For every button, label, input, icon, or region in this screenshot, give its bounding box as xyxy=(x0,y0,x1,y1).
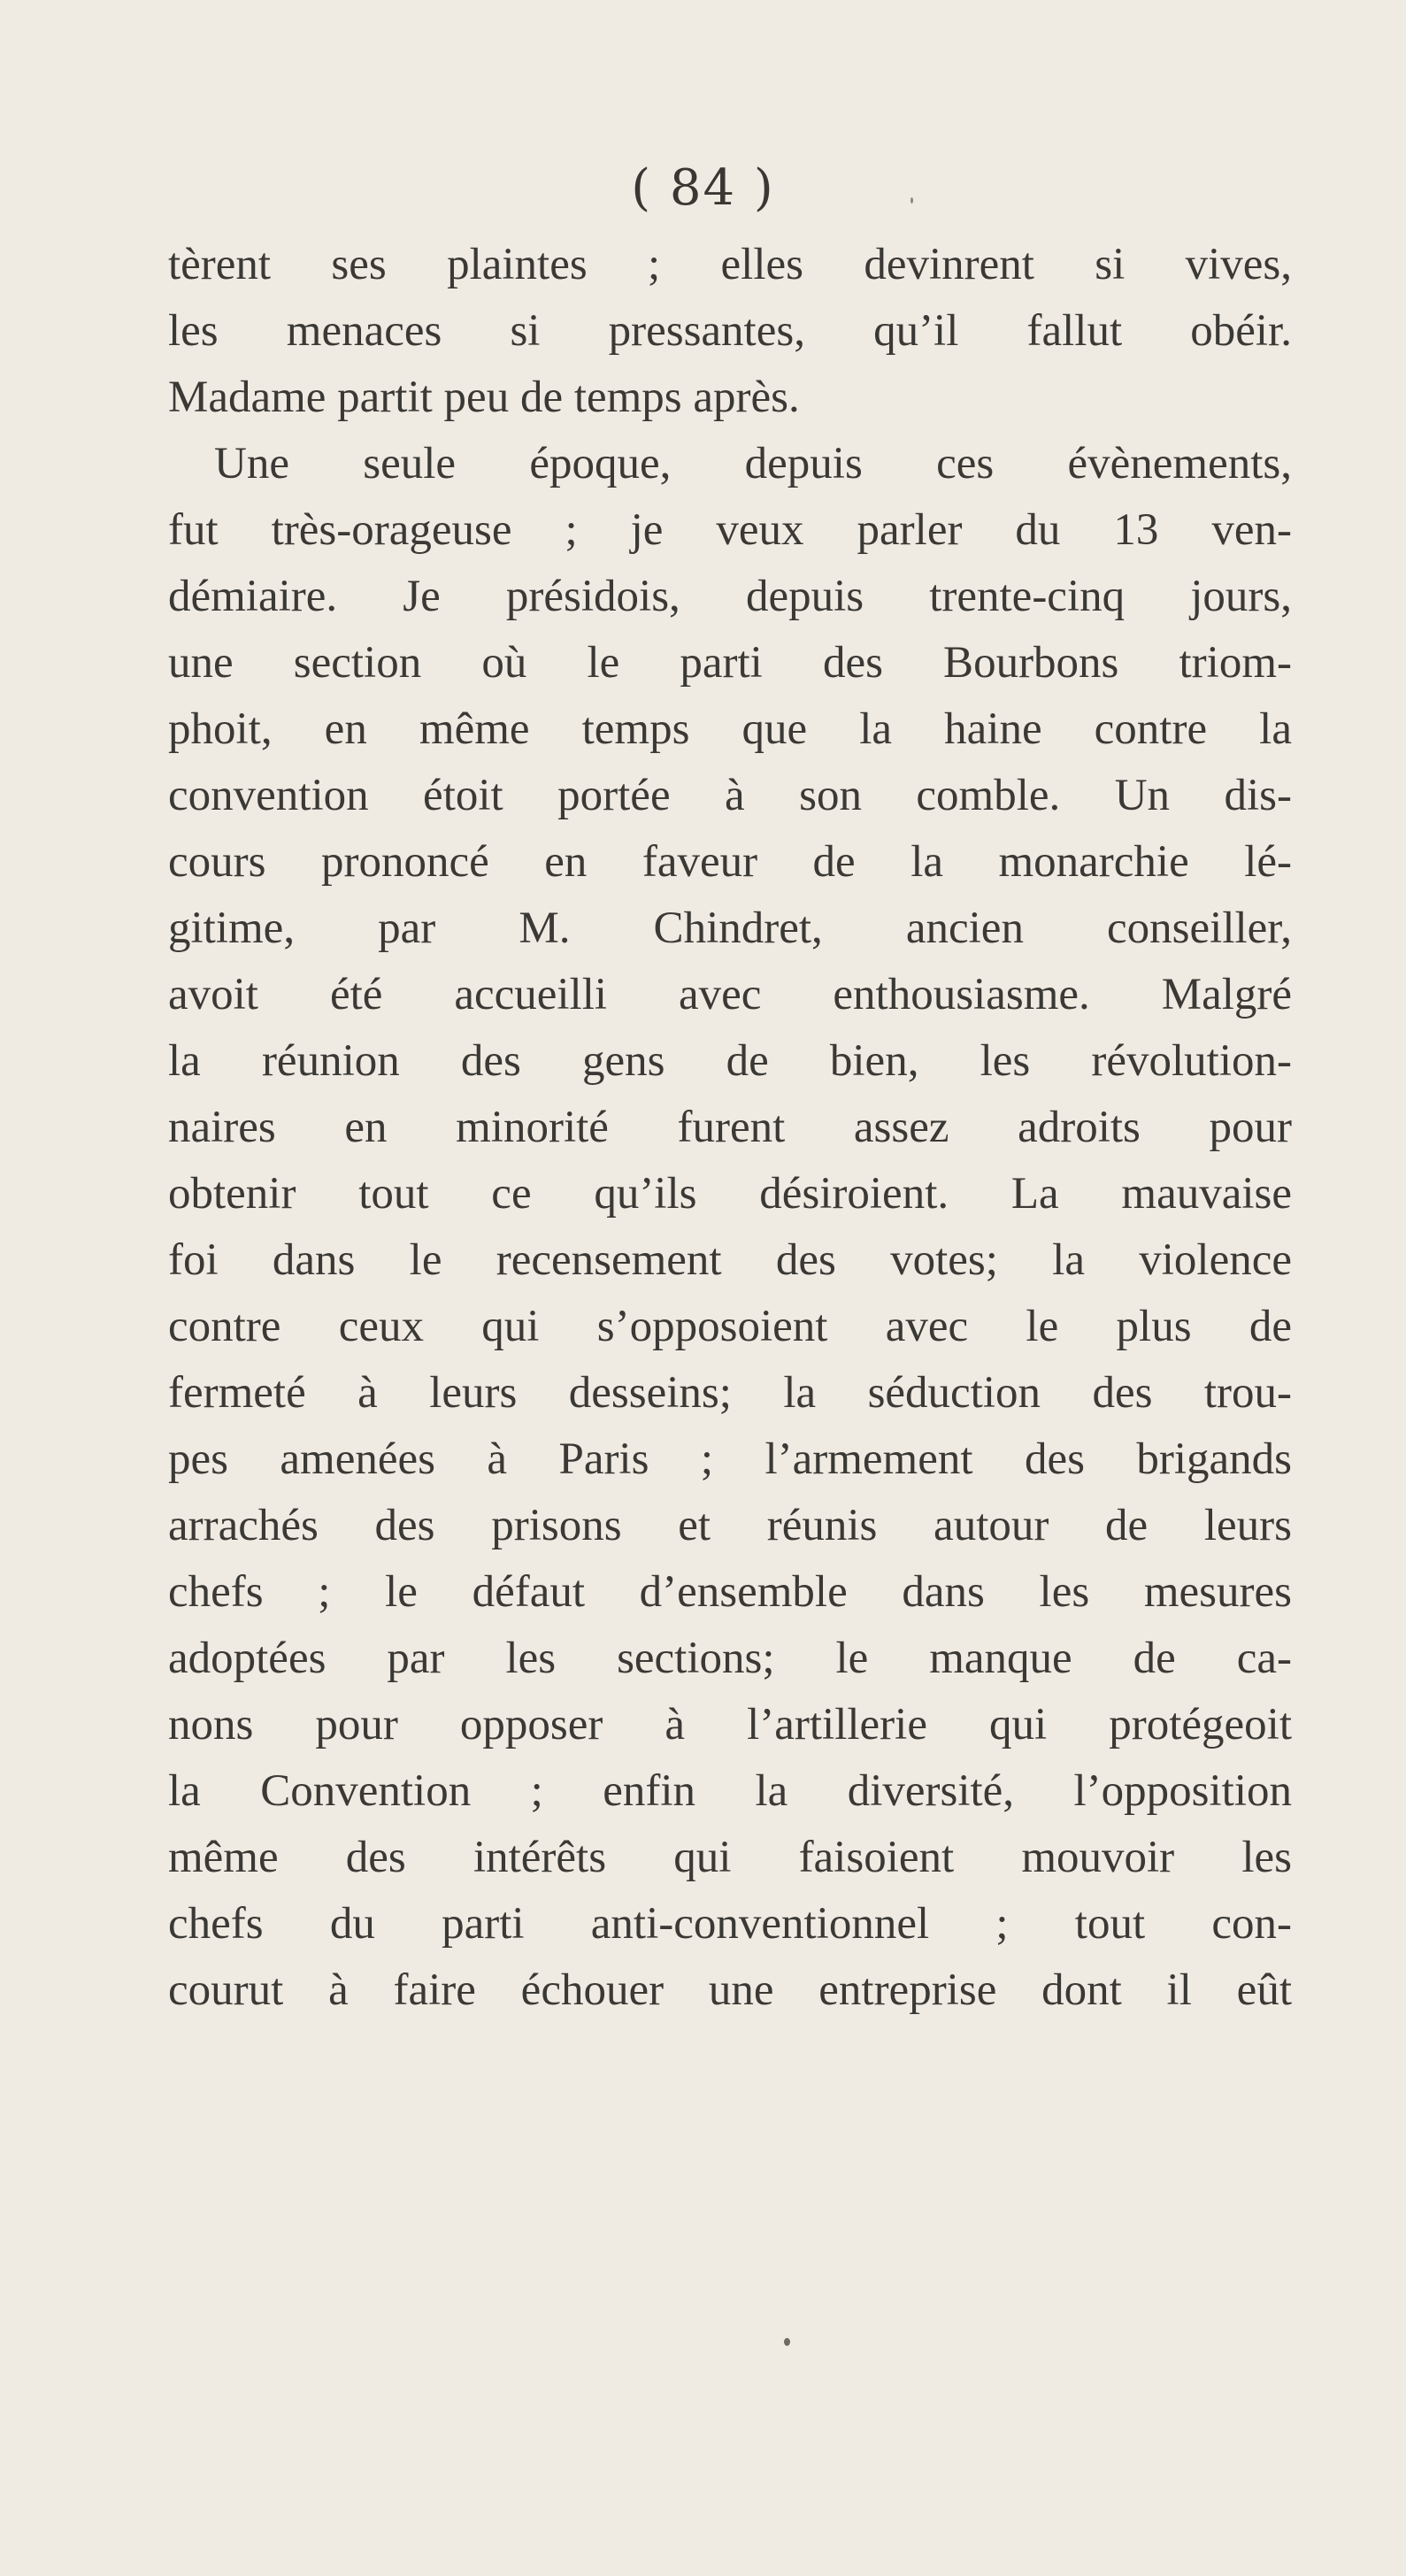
text-line: chefs ; le défaut d’ensemble dans les mesures xyxy=(168,1567,1292,1617)
text-line: convention étoit portée à son comble. Un dis- xyxy=(168,771,1292,820)
body-text xyxy=(168,232,1292,2024)
text-line: adoptées par les sections; le manque de ca- xyxy=(168,1634,1292,1683)
text-line: cours prononcé en faveur de la monarchie lé- xyxy=(168,837,1292,887)
text-line: obtenir tout ce qu’ils désiroient. La mauvaise xyxy=(168,1169,1292,1219)
text-line: la réunion des gens de bien, les révolution- xyxy=(168,1036,1292,1086)
text-line: fermeté à leurs desseins; la séduction des trou- xyxy=(168,1368,1292,1418)
ink-speck xyxy=(910,197,913,204)
text-line: démiaire. Je présidois, depuis trente-cinq jours, xyxy=(168,572,1292,621)
text-line: avoit été accueilli avec enthousiasme. Malgré xyxy=(168,970,1292,1019)
text-line: tèrent ses plaintes ; elles devinrent si vives, xyxy=(168,240,1292,289)
text-line: phoit, en même temps que la haine contre la xyxy=(168,704,1292,754)
text-line: la Convention ; enfin la diversité, l’opposition xyxy=(168,1766,1292,1816)
text-line: Une seule époque, depuis ces évènements, xyxy=(214,439,1292,488)
text-line: naires en minorité furent assez adroits pour xyxy=(168,1103,1292,1152)
text-line: même des intérêts qui faisoient mouvoir les xyxy=(168,1833,1292,1882)
text-line: fut très-orageuse ; je veux parler du 13 ven- xyxy=(168,505,1292,555)
text-line: les menaces si pressantes, qu’il fallut obéir. xyxy=(168,306,1292,356)
text-line: chefs du parti anti-conventionnel ; tout con- xyxy=(168,1899,1292,1949)
text-line: contre ceux qui s’opposoient avec le plus de xyxy=(168,1302,1292,1351)
text-line: une section où le parti des Bourbons triom- xyxy=(168,638,1292,688)
text-line: Madame partit peu de temps après. xyxy=(168,373,800,422)
page-number: ( 84 ) xyxy=(631,159,775,217)
text-line: pes amenées à Paris ; l’armement des brigands xyxy=(168,1434,1292,1484)
text-line: nons pour opposer à l’artillerie qui protégeoit xyxy=(168,1700,1292,1749)
text-line: arrachés des prisons et réunis autour de leurs xyxy=(168,1501,1292,1550)
text-line: gitime, par M. Chindret, ancien conseiller, xyxy=(168,904,1292,953)
ink-speck xyxy=(784,2338,790,2346)
text-line: courut à faire échouer une entreprise dont il eût xyxy=(168,1965,1292,2015)
text-line: foi dans le recensement des votes; la violence xyxy=(168,1235,1292,1285)
